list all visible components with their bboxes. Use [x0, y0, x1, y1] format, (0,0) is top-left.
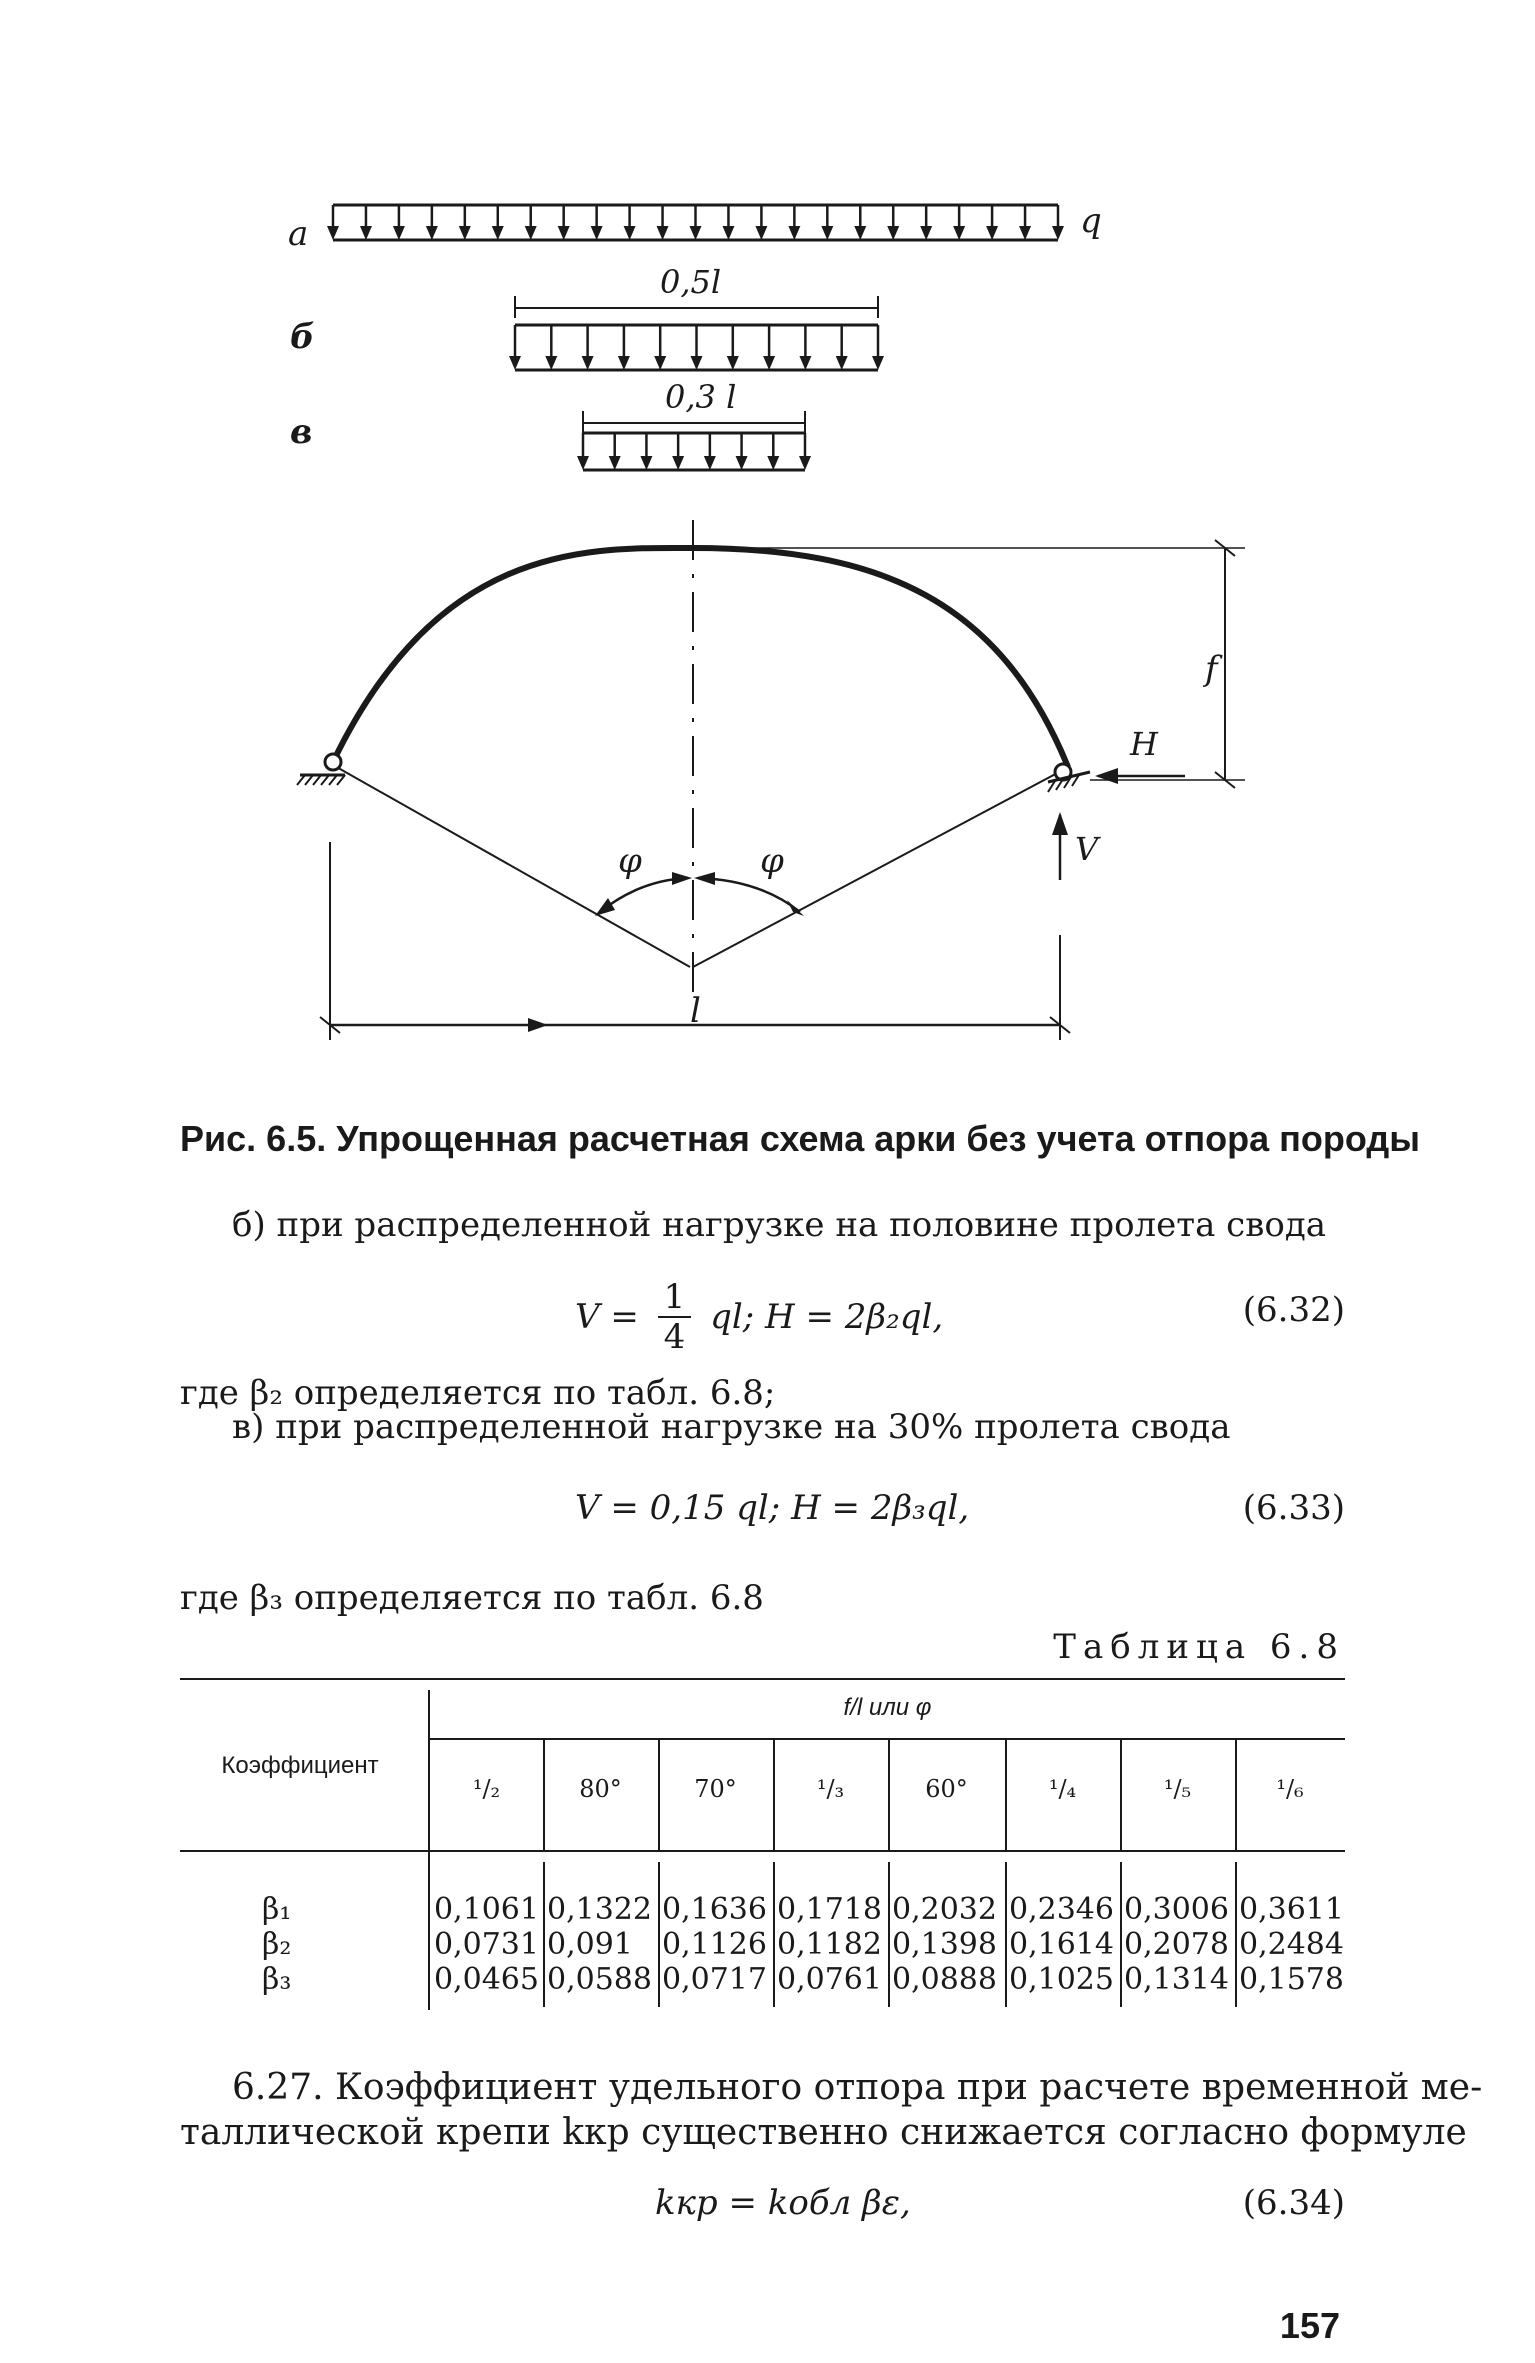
table-cell: 0,0717 — [662, 1962, 767, 1997]
column-header: ¹/₆ — [1276, 1775, 1304, 1803]
eq-number-6-33: (6.33) — [1242, 1488, 1345, 1528]
table-cell: 0,1182 — [777, 1927, 882, 1962]
load-label-b: б — [290, 317, 315, 357]
paragraph-6-27-line1: 6.27. Коэффициент удельного отпора при расчете временной ме- — [232, 2067, 1483, 2108]
column-header: ¹/₄ — [1048, 1775, 1077, 1803]
paragraph-v: в) при распределенной нагрузке на 30% пролета свода — [232, 1407, 1231, 1447]
table-cell: 0,1398 — [892, 1927, 997, 1962]
f-label: f — [1205, 649, 1218, 689]
span-03-label: 0,3 l — [665, 378, 737, 416]
table-cell: 0,1314 — [1124, 1962, 1229, 1997]
table-cell: 0,0465 — [434, 1962, 539, 1997]
equation-6-33: V = 0,15 ql; H = 2β₃ql, — [575, 1488, 970, 1528]
equation-6-34: kкр = kобл βε, — [655, 2183, 911, 2223]
uniform-load-full-span — [327, 205, 1064, 240]
table-cell: 0,1322 — [547, 1892, 652, 1927]
where-beta2: где β₂ определяется по табл. 6.8; — [180, 1373, 776, 1413]
column-header: ¹/₅ — [1163, 1775, 1192, 1803]
load-label-v: в — [290, 412, 313, 452]
row-label: β₃ — [262, 1962, 292, 1997]
left-support-hinge — [325, 754, 341, 770]
table-cell: 0,0888 — [892, 1962, 997, 1997]
figure-caption: Рис. 6.5. Упрощенная расчетная схема арки без учета отпора породы — [180, 1118, 1420, 1159]
coefficient-header: Коэффициент — [221, 1752, 379, 1779]
column-header: 80° — [579, 1775, 622, 1803]
eq-632-numerator: 1 — [658, 1278, 692, 1318]
load-label-a: а — [288, 214, 309, 254]
column-header: 60° — [925, 1775, 968, 1803]
table-cell: 0,3006 — [1124, 1892, 1229, 1927]
span-half-label: 0,5l — [660, 263, 722, 301]
eq-number-6-32: (6.32) — [1242, 1290, 1345, 1330]
table-cell: 0,2346 — [1009, 1892, 1114, 1927]
uniform-load-30-percent-span — [577, 433, 811, 470]
column-header: ¹/₂ — [472, 1775, 501, 1803]
table-cell: 0,3611 — [1239, 1892, 1344, 1927]
eq-632-rhs: ql; H = 2β₂ql, — [710, 1297, 944, 1337]
eq-number-6-34: (6.34) — [1242, 2183, 1345, 2223]
paragraph-b: б) при распределенной нагрузке на половине пролета свода — [232, 1205, 1327, 1245]
table-cell: 0,091 — [547, 1927, 633, 1962]
table-cell: 0,1578 — [1239, 1962, 1344, 1997]
table-cell: 0,1614 — [1009, 1927, 1114, 1962]
equation-6-32 — [575, 1278, 943, 1356]
V-label: V — [1075, 830, 1099, 868]
group-header: f/l или φ — [843, 1694, 932, 1721]
table-cell: 0,1718 — [777, 1892, 882, 1927]
table-cell: 0,0588 — [547, 1962, 652, 1997]
table-cell: 0,1061 — [434, 1892, 539, 1927]
column-header: 70° — [694, 1775, 737, 1803]
arch-curve — [333, 504, 1070, 767]
where-beta3: где β₃ определяется по табл. 6.8 — [180, 1578, 764, 1618]
page-number: 157 — [1279, 2305, 1340, 2346]
table-cell: 0,1025 — [1009, 1962, 1114, 1997]
phi-label-left: φ — [618, 841, 642, 881]
paragraph-6-27-line2: таллической крепи kкр существенно снижается согласно формуле — [180, 2112, 1467, 2153]
uniform-load-half-span — [509, 325, 884, 370]
eq-632-lhs: V = — [575, 1297, 639, 1337]
table-cell: 0,2032 — [892, 1892, 997, 1927]
phi-label-right: φ — [760, 841, 784, 881]
table-title: Таблица 6.8 — [1053, 1627, 1345, 1667]
table-cell: 0,2484 — [1239, 1927, 1344, 1962]
eq-632-denominator: 4 — [663, 1317, 686, 1357]
row-label: β₂ — [262, 1927, 292, 1962]
table-cell: 0,0731 — [434, 1927, 539, 1962]
arch-figure — [0, 0, 1535, 1080]
H-label: H — [1130, 725, 1158, 763]
table-cell: 0,1126 — [662, 1927, 767, 1962]
q-label: q — [1080, 201, 1102, 241]
row-label: β₁ — [262, 1892, 292, 1927]
table-cell: 0,1636 — [662, 1892, 767, 1927]
column-header: ¹/₃ — [816, 1775, 845, 1803]
table-cell: 0,0761 — [777, 1962, 882, 1997]
table-cell: 0,2078 — [1124, 1927, 1229, 1962]
l-label: l — [690, 991, 701, 1031]
